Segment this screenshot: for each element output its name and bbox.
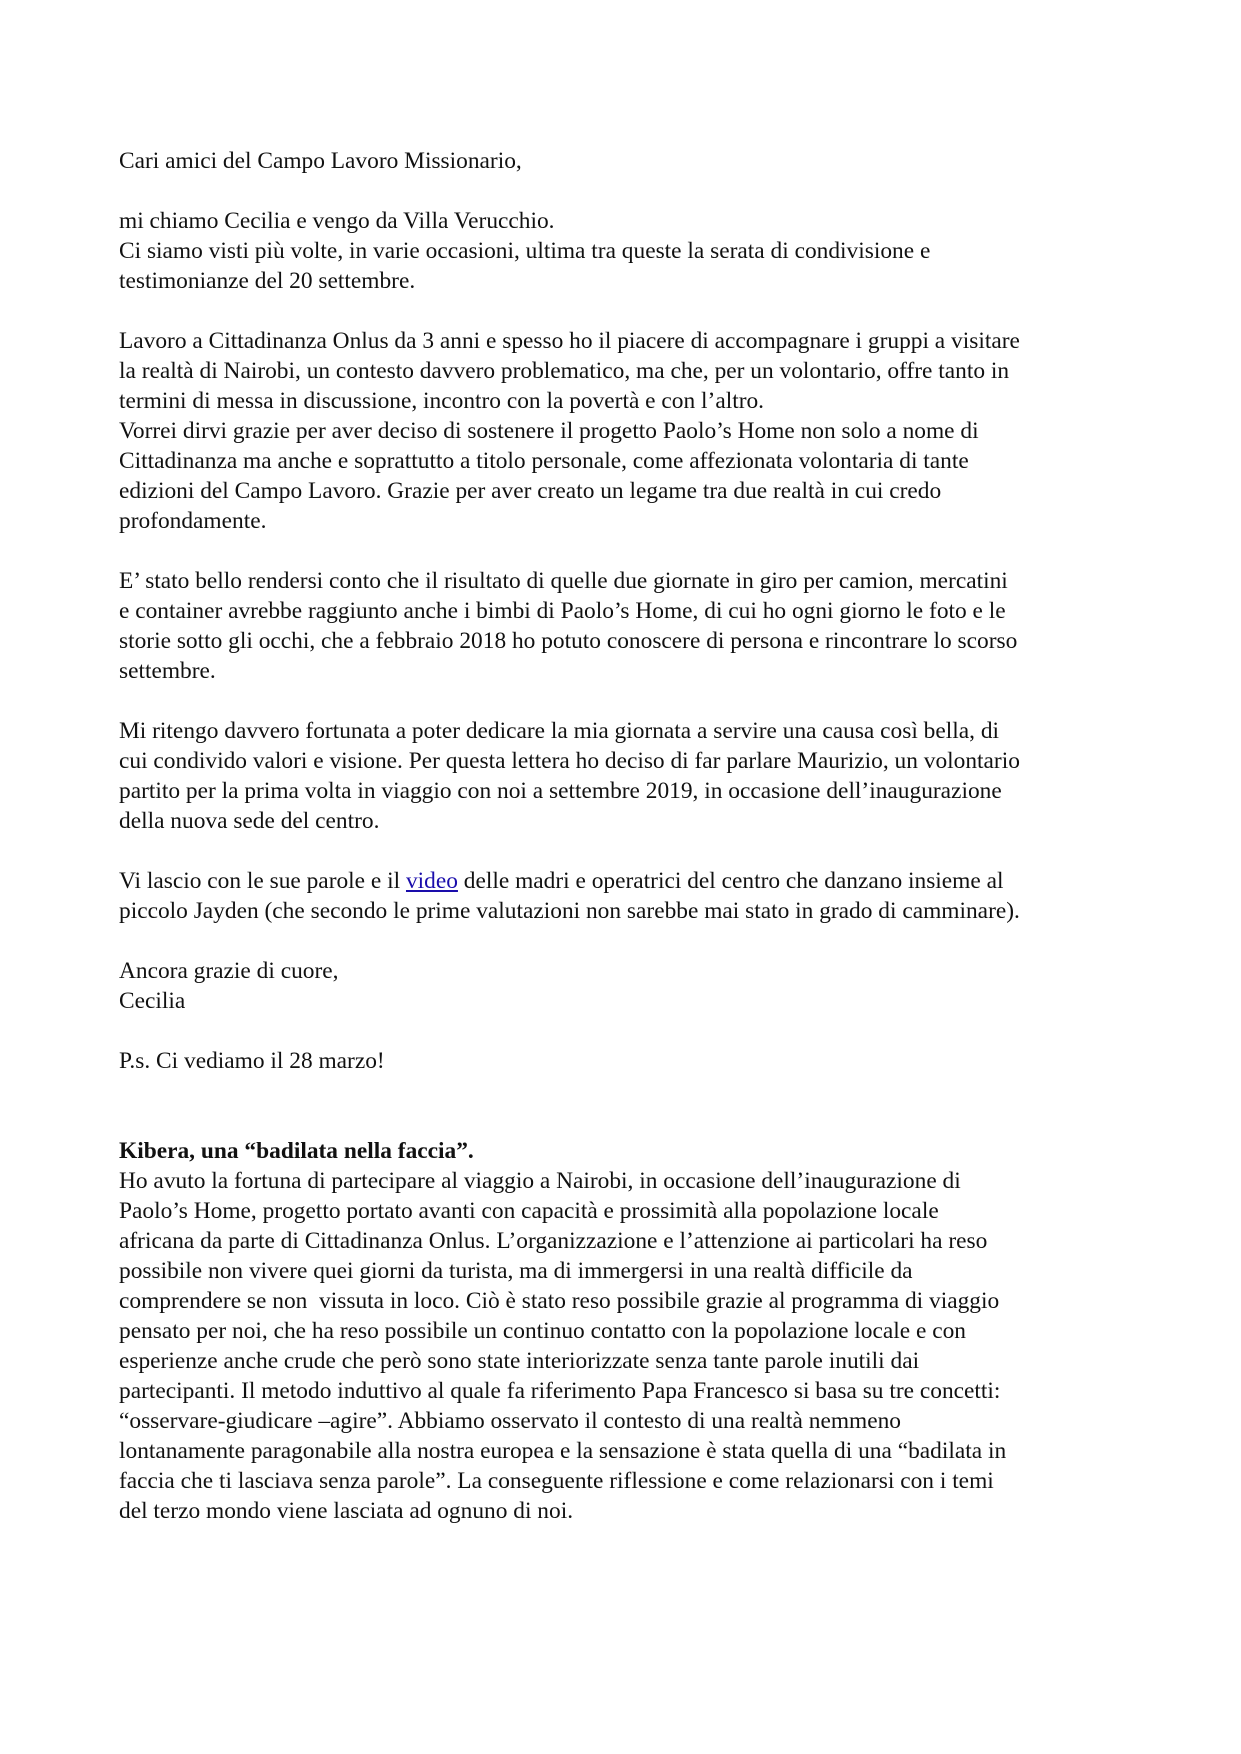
text-line: Paolo’s Home, progetto portato avanti con capacità e prossimità alla popolazione locale (119, 1198, 939, 1224)
text-line: piccolo Jayden (che secondo le prime valutazioni non sarebbe mai stato in grado di camminare). (119, 898, 1020, 924)
text-line: africana da parte di Cittadinanza Onlus. L’organizzazione e l’attenzione ai particolari ha reso (119, 1228, 988, 1254)
letter-paragraph-intro (119, 206, 1129, 296)
text-line: profondamente. (119, 508, 267, 534)
text-line: Mi ritengo davvero fortunata a poter dedicare la mia giornata a servire una causa così bella, di (119, 718, 1000, 744)
text-line: pensato per noi, che ha reso possibile un continuo contatto con la popolazione locale e con (119, 1318, 966, 1344)
text-line: del terzo mondo viene lasciata ad ognuno di noi. (119, 1498, 574, 1524)
letter-closing: Ancora grazie di cuore, (119, 958, 339, 984)
text-line: testimonianze del 20 settembre. (119, 268, 416, 294)
text-line: edizioni del Campo Lavoro. Grazie per aver creato un legame tra due realtà in cui credo (119, 478, 942, 504)
text-line: Lavoro a Cittadinanza Onlus da 3 anni e spesso ho il piacere di accompagnare i gruppi a visitare (119, 328, 1020, 354)
text-line: Cittadinanza ma anche e soprattutto a titolo personale, come affezionata volontaria di tante (119, 448, 969, 474)
paragraph-spacer (119, 1016, 1129, 1046)
text-line: lontanamente paragonabile alla nostra europea e la sensazione è stata quella di una “badilata in (119, 1438, 1007, 1464)
paragraph-spacer (119, 536, 1129, 566)
paragraph-spacer (119, 686, 1129, 716)
text-line: la realtà di Nairobi, un contesto davvero problematico, ma che, per un volontario, offre tanto in (119, 358, 1010, 384)
letter-greeting: Cari amici del Campo Lavoro Missionario, (119, 148, 522, 174)
text-line: partecipanti. Il metodo induttivo al quale fa riferimento Papa Francesco si basa su tre concetti: (119, 1378, 1001, 1404)
text-line: partito per la prima volta in viaggio con noi a settembre 2019, in occasione dell’inaugurazione (119, 778, 1002, 804)
video-link[interactable]: video (405, 868, 458, 894)
text-line: e container avrebbe raggiunto anche i bimbi di Paolo’s Home, di cui ho ogni giorno le foto e le (119, 598, 1006, 624)
article-body (119, 1166, 1129, 1526)
text-line: comprendere se non vissuta in loco. Ciò è stato reso possibile grazie al programma di viaggio (119, 1288, 1000, 1314)
letter-postscript: P.s. Ci vediamo il 28 marzo! (119, 1048, 385, 1074)
text-line: mi chiamo Cecilia e vengo da Villa Verucchio. (119, 208, 555, 234)
text-line: Ho avuto la fortuna di partecipare al viaggio a Nairobi, in occasione dell’inaugurazione di (119, 1168, 961, 1194)
text-fragment: Vi lascio con le sue parole e il (119, 868, 406, 894)
text-line: E’ stato bello rendersi conto che il risultato di quelle due giornate in giro per camion, mercatini (119, 568, 1008, 594)
letter-signature: Cecilia (119, 988, 186, 1014)
text-line: della nuova sede del centro. (119, 808, 380, 834)
letter-paragraph-work (119, 326, 1129, 536)
text-line: Vorrei dirvi grazie per aver deciso di sostenere il progetto Paolo’s Home non solo a nome di (119, 418, 979, 444)
section-spacer (119, 1076, 1129, 1136)
article-title: Kibera, una “badilata nella faccia”. (119, 1138, 474, 1164)
paragraph-spacer (119, 176, 1129, 206)
letter-paragraph-fortune (119, 716, 1129, 836)
text-line: termini di messa in discussione, incontro con la povertà e con l’altro. (119, 388, 765, 414)
text-line: “osservare-giudicare –agire”. Abbiamo osservato il contesto di una realtà nemmeno (119, 1408, 901, 1434)
text-line (119, 866, 1129, 896)
text-line: cui condivido valori e visione. Per questa lettera ho deciso di far parlare Maurizio, un volontario (119, 748, 1020, 774)
document-page (119, 146, 1129, 1526)
paragraph-spacer (119, 926, 1129, 956)
paragraph-spacer (119, 296, 1129, 326)
text-line: Ci siamo visti più volte, in varie occasioni, ultima tra queste la serata di condivisione e (119, 238, 931, 264)
text-line: settembre. (119, 658, 216, 684)
text-line: faccia che ti lasciava senza parole”. La conseguente riflessione e come relazionarsi con i temi (119, 1468, 994, 1494)
text-line: esperienze anche crude che però sono state interiorizzate senza tante parole inutili dai (119, 1348, 920, 1374)
letter-paragraph-result (119, 566, 1129, 686)
text-line: storie sotto gli occhi, che a febbraio 2018 ho potuto conoscere di persona e rincontrare lo scorso (119, 628, 1018, 654)
text-fragment: delle madri e operatrici del centro che danzano insieme al (457, 868, 1004, 894)
paragraph-spacer (119, 836, 1129, 866)
letter-paragraph-video (119, 866, 1129, 926)
text-line: possibile non vivere quei giorni da turista, ma di immergersi in una realtà difficile da (119, 1258, 913, 1284)
